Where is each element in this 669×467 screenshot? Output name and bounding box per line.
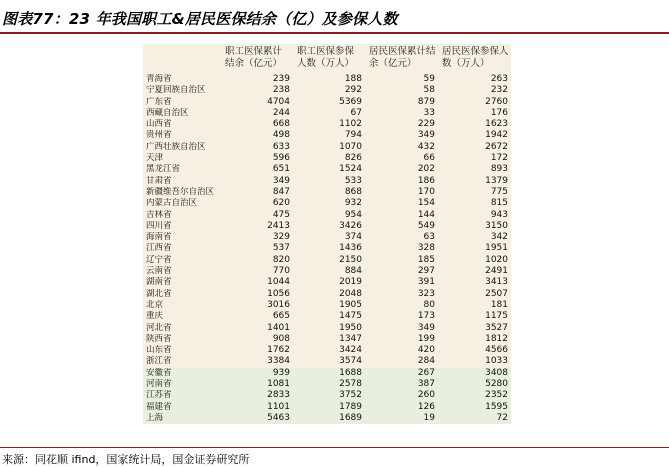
employee-balance-cell: 770	[221, 266, 293, 277]
header-employee-insured: 职工医保参保人数（万人）	[293, 44, 365, 74]
resident-balance-cell: 549	[365, 221, 438, 232]
employee-insured-cell: 1905	[293, 300, 365, 311]
employee-insured-cell: 1436	[293, 243, 365, 254]
employee-insured-cell: 5369	[293, 97, 365, 108]
employee-insured-cell: 3752	[293, 390, 365, 401]
employee-insured-cell: 188	[293, 74, 365, 85]
table-row	[143, 289, 511, 300]
table-row	[143, 255, 511, 266]
table-row	[143, 142, 511, 153]
resident-balance-cell: 170	[365, 187, 438, 198]
employee-balance-cell: 820	[221, 255, 293, 266]
region-name: 云南省	[143, 266, 221, 277]
region-name: 广西壮族自治区	[143, 142, 221, 153]
employee-insured-cell: 868	[293, 187, 365, 198]
employee-insured-cell: 1102	[293, 119, 365, 130]
source-note: 来源：同花顺 ifind，国家统计局，国金证券研究所	[2, 453, 250, 466]
employee-insured-cell: 533	[293, 176, 365, 187]
resident-balance-cell: 284	[365, 356, 438, 367]
resident-balance-cell: 19	[365, 413, 438, 424]
table-row	[143, 323, 511, 334]
employee-balance-cell: 651	[221, 164, 293, 175]
resident-balance-cell: 391	[365, 277, 438, 288]
employee-insured-cell: 1475	[293, 311, 365, 322]
employee-insured-cell: 794	[293, 130, 365, 141]
region-name: 浙江省	[143, 356, 221, 367]
region-name: 安徽省	[143, 368, 221, 379]
resident-insured-cell: 2760	[438, 97, 511, 108]
employee-balance-cell: 668	[221, 119, 293, 130]
table-body	[143, 74, 511, 424]
region-name: 湖南省	[143, 277, 221, 288]
table-row	[143, 232, 511, 243]
table-row	[143, 164, 511, 175]
table-row	[143, 379, 511, 390]
footer-divider	[0, 447, 669, 448]
resident-balance-cell: 297	[365, 266, 438, 277]
region-name: 湖北省	[143, 289, 221, 300]
resident-insured-cell: 1020	[438, 255, 511, 266]
header-resident-insured: 居民医保参保人数（万人）	[438, 44, 511, 74]
employee-balance-cell: 1056	[221, 289, 293, 300]
medical-insurance-table	[143, 44, 511, 424]
resident-balance-cell: 185	[365, 255, 438, 266]
employee-insured-cell: 1689	[293, 413, 365, 424]
employee-insured-cell: 3424	[293, 345, 365, 356]
region-name: 西藏自治区	[143, 108, 221, 119]
resident-insured-cell: 1033	[438, 356, 511, 367]
resident-insured-cell: 1379	[438, 176, 511, 187]
resident-insured-cell: 2352	[438, 390, 511, 401]
employee-balance-cell: 2833	[221, 390, 293, 401]
resident-insured-cell: 2507	[438, 289, 511, 300]
table-row	[143, 266, 511, 277]
resident-balance-cell: 323	[365, 289, 438, 300]
employee-insured-cell: 954	[293, 210, 365, 221]
title-divider	[0, 32, 669, 34]
region-name: 吉林省	[143, 210, 221, 221]
employee-balance-cell: 1044	[221, 277, 293, 288]
resident-balance-cell: 267	[365, 368, 438, 379]
table-row	[143, 277, 511, 288]
resident-insured-cell: 815	[438, 198, 511, 209]
resident-balance-cell: 66	[365, 153, 438, 164]
region-name: 黑龙江省	[143, 164, 221, 175]
resident-insured-cell: 1812	[438, 334, 511, 345]
resident-insured-cell: 2491	[438, 266, 511, 277]
figure-title: 图表77：23 年我国职工&居民医保结余（亿）及参保人数	[2, 10, 398, 28]
resident-balance-cell: 260	[365, 390, 438, 401]
resident-balance-cell: 154	[365, 198, 438, 209]
table-row	[143, 300, 511, 311]
table-row	[143, 85, 511, 96]
resident-insured-cell: 1942	[438, 130, 511, 141]
employee-balance-cell: 633	[221, 142, 293, 153]
employee-balance-cell: 3016	[221, 300, 293, 311]
employee-balance-cell: 5463	[221, 413, 293, 424]
region-name: 北京	[143, 300, 221, 311]
table-row	[143, 198, 511, 209]
employee-balance-cell: 244	[221, 108, 293, 119]
table-row	[143, 413, 511, 424]
resident-balance-cell: 80	[365, 300, 438, 311]
table-row	[143, 345, 511, 356]
employee-balance-cell: 620	[221, 198, 293, 209]
resident-insured-cell: 3150	[438, 221, 511, 232]
resident-insured-cell: 3413	[438, 277, 511, 288]
region-name: 河南省	[143, 379, 221, 390]
table-row	[143, 243, 511, 254]
region-name: 内蒙古自治区	[143, 198, 221, 209]
region-name: 山东省	[143, 345, 221, 356]
employee-balance-cell: 4704	[221, 97, 293, 108]
region-name: 宁夏回族自治区	[143, 85, 221, 96]
region-name: 辽宁省	[143, 255, 221, 266]
table-header-row	[143, 44, 511, 74]
resident-insured-cell: 342	[438, 232, 511, 243]
employee-balance-cell: 1101	[221, 402, 293, 413]
resident-insured-cell: 1175	[438, 311, 511, 322]
header-region	[143, 44, 221, 74]
table-row	[143, 368, 511, 379]
resident-balance-cell: 420	[365, 345, 438, 356]
region-name: 四川省	[143, 221, 221, 232]
employee-insured-cell: 67	[293, 108, 365, 119]
resident-balance-cell: 387	[365, 379, 438, 390]
employee-insured-cell: 1950	[293, 323, 365, 334]
region-name: 河北省	[143, 323, 221, 334]
employee-balance-cell: 537	[221, 243, 293, 254]
resident-insured-cell: 893	[438, 164, 511, 175]
resident-insured-cell: 1623	[438, 119, 511, 130]
table-row	[143, 390, 511, 401]
table-row	[143, 356, 511, 367]
employee-balance-cell: 596	[221, 153, 293, 164]
employee-insured-cell: 1070	[293, 142, 365, 153]
resident-balance-cell: 59	[365, 74, 438, 85]
table-row	[143, 153, 511, 164]
employee-balance-cell: 1401	[221, 323, 293, 334]
header-resident-balance: 居民医保累计结余（亿元）	[365, 44, 438, 74]
employee-insured-cell: 2048	[293, 289, 365, 300]
employee-balance-cell: 665	[221, 311, 293, 322]
employee-balance-cell: 239	[221, 74, 293, 85]
resident-balance-cell: 349	[365, 130, 438, 141]
employee-balance-cell: 908	[221, 334, 293, 345]
employee-balance-cell: 939	[221, 368, 293, 379]
employee-insured-cell: 3426	[293, 221, 365, 232]
resident-insured-cell: 3408	[438, 368, 511, 379]
region-name: 上海	[143, 413, 221, 424]
employee-insured-cell: 2150	[293, 255, 365, 266]
table-row	[143, 74, 511, 85]
resident-balance-cell: 33	[365, 108, 438, 119]
resident-insured-cell: 232	[438, 85, 511, 96]
region-name: 福建省	[143, 402, 221, 413]
resident-balance-cell: 229	[365, 119, 438, 130]
resident-insured-cell: 775	[438, 187, 511, 198]
employee-balance-cell: 475	[221, 210, 293, 221]
resident-balance-cell: 202	[365, 164, 438, 175]
resident-insured-cell: 2672	[438, 142, 511, 153]
employee-balance-cell: 329	[221, 232, 293, 243]
resident-balance-cell: 173	[365, 311, 438, 322]
table-row	[143, 187, 511, 198]
employee-balance-cell: 498	[221, 130, 293, 141]
region-name: 江西省	[143, 243, 221, 254]
resident-insured-cell: 1951	[438, 243, 511, 254]
resident-insured-cell: 181	[438, 300, 511, 311]
employee-balance-cell: 1762	[221, 345, 293, 356]
employee-insured-cell: 826	[293, 153, 365, 164]
resident-insured-cell: 263	[438, 74, 511, 85]
resident-insured-cell: 1595	[438, 402, 511, 413]
employee-insured-cell: 932	[293, 198, 365, 209]
employee-insured-cell: 3574	[293, 356, 365, 367]
resident-insured-cell: 176	[438, 108, 511, 119]
employee-balance-cell: 238	[221, 85, 293, 96]
employee-insured-cell: 292	[293, 85, 365, 96]
table-row	[143, 402, 511, 413]
region-name: 山西省	[143, 119, 221, 130]
table-row	[143, 176, 511, 187]
region-name: 江苏省	[143, 390, 221, 401]
employee-insured-cell: 374	[293, 232, 365, 243]
region-name: 重庆	[143, 311, 221, 322]
employee-insured-cell: 1524	[293, 164, 365, 175]
employee-insured-cell: 1347	[293, 334, 365, 345]
table-row	[143, 221, 511, 232]
table-row	[143, 130, 511, 141]
region-name: 贵州省	[143, 130, 221, 141]
resident-balance-cell: 63	[365, 232, 438, 243]
resident-insured-cell: 943	[438, 210, 511, 221]
resident-insured-cell: 3527	[438, 323, 511, 334]
resident-insured-cell: 72	[438, 413, 511, 424]
table-row	[143, 119, 511, 130]
resident-balance-cell: 126	[365, 402, 438, 413]
resident-insured-cell: 172	[438, 153, 511, 164]
employee-balance-cell: 1081	[221, 379, 293, 390]
resident-balance-cell: 432	[365, 142, 438, 153]
region-name: 天津	[143, 153, 221, 164]
table-row	[143, 108, 511, 119]
table-row	[143, 311, 511, 322]
employee-insured-cell: 884	[293, 266, 365, 277]
employee-insured-cell: 1688	[293, 368, 365, 379]
resident-balance-cell: 328	[365, 243, 438, 254]
employee-insured-cell: 2019	[293, 277, 365, 288]
resident-balance-cell: 349	[365, 323, 438, 334]
table-row	[143, 334, 511, 345]
region-name: 新疆维吾尔自治区	[143, 187, 221, 198]
region-name: 广东省	[143, 97, 221, 108]
region-name: 甘肃省	[143, 176, 221, 187]
employee-balance-cell: 847	[221, 187, 293, 198]
employee-balance-cell: 349	[221, 176, 293, 187]
resident-insured-cell: 4566	[438, 345, 511, 356]
resident-balance-cell: 144	[365, 210, 438, 221]
table-row	[143, 97, 511, 108]
resident-insured-cell: 5280	[438, 379, 511, 390]
header-employee-balance: 职工医保累计结余（亿元）	[221, 44, 293, 74]
resident-balance-cell: 58	[365, 85, 438, 96]
table-row	[143, 210, 511, 221]
resident-balance-cell: 879	[365, 97, 438, 108]
region-name: 青海省	[143, 74, 221, 85]
region-name: 海南省	[143, 232, 221, 243]
region-name: 陕西省	[143, 334, 221, 345]
employee-balance-cell: 2413	[221, 221, 293, 232]
employee-insured-cell: 2578	[293, 379, 365, 390]
resident-balance-cell: 186	[365, 176, 438, 187]
employee-balance-cell: 3384	[221, 356, 293, 367]
resident-balance-cell: 199	[365, 334, 438, 345]
employee-insured-cell: 1789	[293, 402, 365, 413]
